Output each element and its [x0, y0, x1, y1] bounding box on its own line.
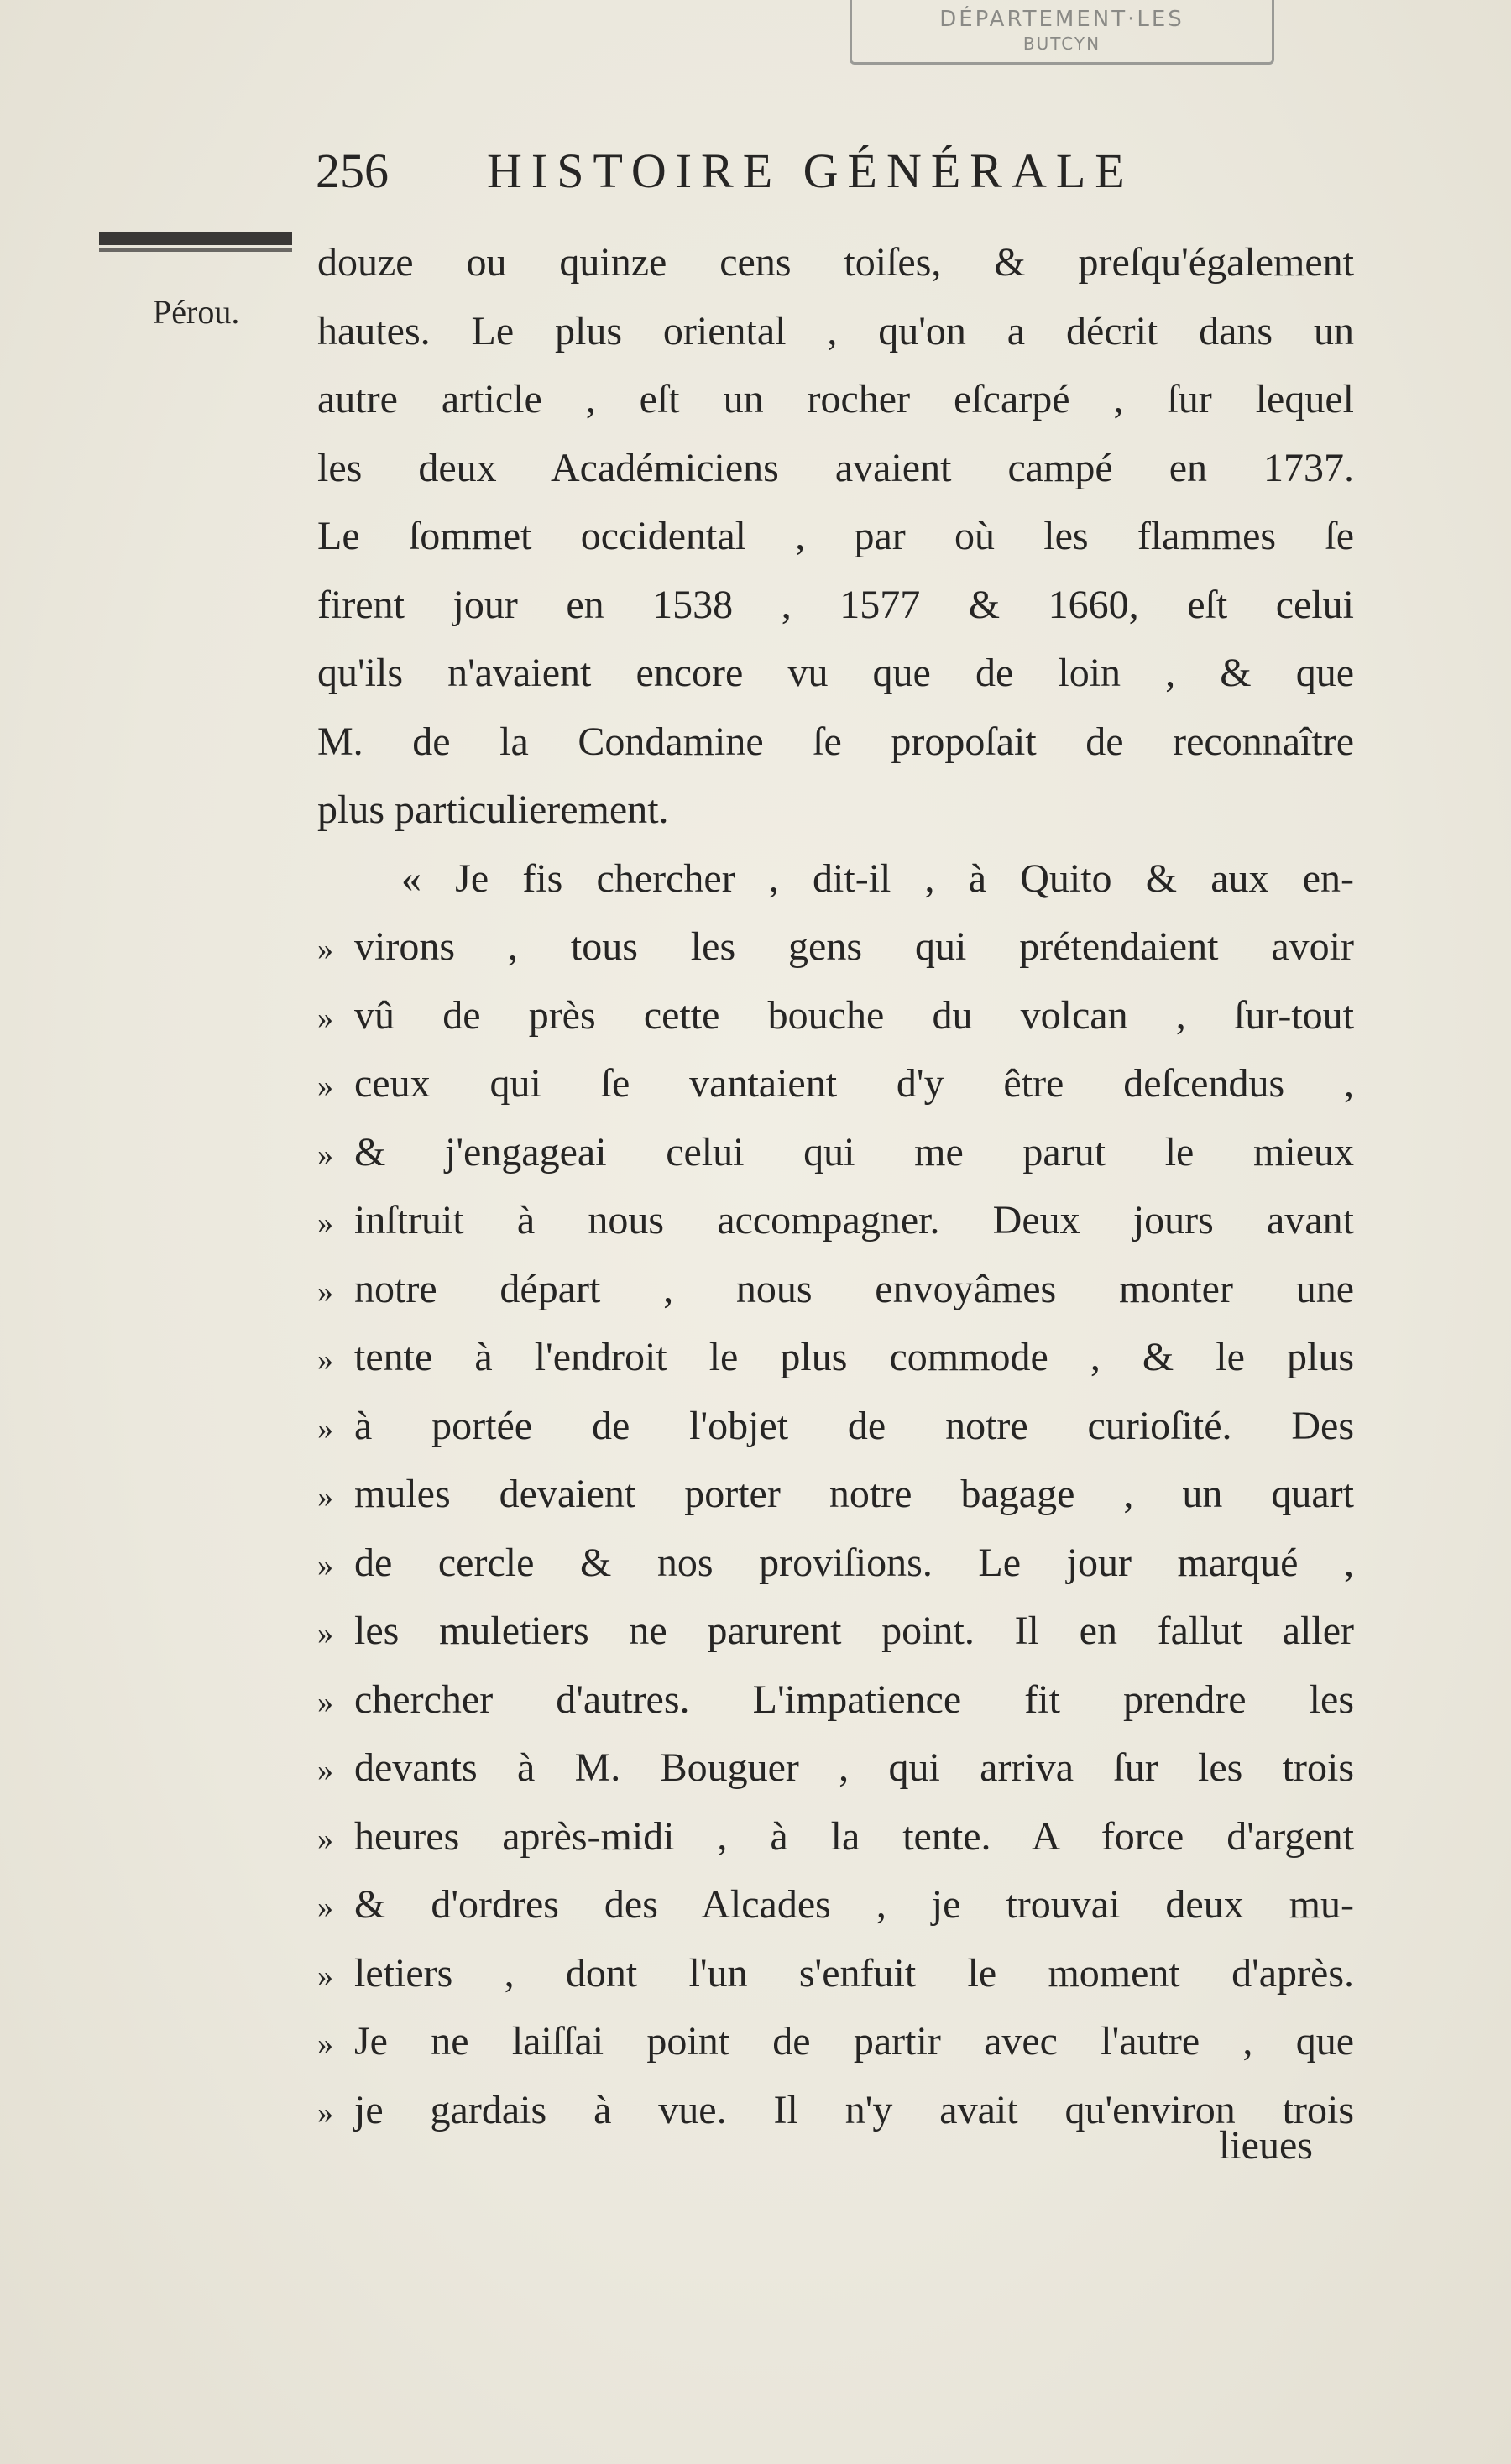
line-text: heures après-midi , à la tente. A force d'argent — [354, 1813, 1354, 1859]
quote-mark: » — [317, 2027, 330, 2062]
text-line — [317, 2007, 1354, 2076]
line-text: Le ſommet occidental , par où les flammes ſe — [317, 514, 1354, 558]
stamp-line-1: DÉPARTEMENT·LES — [939, 7, 1184, 32]
line-text: Je ne laiſſai point de partir avec l'autre , que — [354, 2019, 1354, 2064]
line-text: je gardais à vue. Il n'y avait qu'environ trois — [354, 2087, 1354, 2132]
quote-mark: » — [317, 1958, 330, 1994]
text-line — [317, 1460, 1354, 1529]
quote-mark: » — [317, 1069, 330, 1104]
quote-mark: » — [317, 1821, 330, 1857]
library-stamp — [850, 0, 1274, 65]
text-line — [317, 1802, 1354, 1871]
text-line — [317, 1666, 1354, 1734]
line-text: mules devaient porter notre bagage , un quart — [354, 1472, 1354, 1516]
stamp-line-2: BUTCYN — [1022, 34, 1101, 54]
running-title: HISTOIRE GÉNÉRALE — [487, 144, 1134, 198]
marginal-rule-thin — [99, 248, 292, 252]
quote-mark: » — [317, 1137, 330, 1173]
text-line — [317, 1870, 1354, 1939]
text-line — [317, 1734, 1354, 1802]
line-text: & d'ordres des Alcades , je trouvai deux mu- — [354, 1882, 1354, 1927]
line-text: firent jour en 1538 , 1577 & 1660, eſt celui — [317, 582, 1354, 627]
line-text: chercher d'autres. L'impatience fit prendre les — [354, 1677, 1354, 1722]
body-text — [317, 228, 1354, 2144]
margin-note: Pérou. — [153, 293, 240, 331]
quote-mark: » — [317, 1479, 330, 1514]
text-line — [317, 1186, 1354, 1255]
text-line — [317, 1118, 1354, 1187]
line-text: hautes. Le plus oriental , qu'on a décrit dans un — [317, 308, 1354, 353]
line-text: plus particulierement. — [317, 787, 669, 832]
quote-mark: » — [317, 1410, 330, 1446]
text-line — [317, 1529, 1354, 1598]
quote-mark: » — [317, 932, 330, 967]
line-text: douze ou quinze cens toiſes, & preſqu'également — [317, 240, 1354, 285]
quote-mark: » — [317, 1616, 330, 1651]
line-text: & j'engageai celui qui me parut le mieux — [354, 1129, 1354, 1174]
line-text: vû de près cette bouche du volcan , ſur-tout — [354, 992, 1354, 1038]
line-text: virons , tous les gens qui prétendaient avoir — [354, 924, 1354, 969]
line-text: ceux qui ſe vantaient d'y être deſcendus , — [354, 1061, 1354, 1106]
line-text: « Je fis chercher , dit-il , à Quito & aux en- — [401, 855, 1354, 901]
quote-mark: » — [317, 1274, 330, 1310]
quote-mark: » — [317, 1547, 330, 1583]
text-line — [317, 571, 1354, 640]
line-text: devants à M. Bouguer , qui arriva ſur les trois — [354, 1745, 1354, 1790]
quote-mark: » — [317, 1684, 330, 1720]
line-text: letiers , dont l'un s'enfuit le moment d'après. — [354, 1950, 1354, 1996]
text-line — [317, 228, 1354, 297]
text-line — [317, 365, 1354, 434]
text-line — [317, 1323, 1354, 1392]
text-line — [317, 913, 1354, 981]
text-line — [317, 502, 1354, 571]
text-line — [317, 1597, 1354, 1666]
text-line — [317, 297, 1354, 366]
line-text: tente à l'endroit le plus commode , & le plus — [354, 1335, 1354, 1379]
quote-mark: » — [317, 1342, 330, 1378]
text-line — [317, 708, 1354, 777]
quote-mark: » — [317, 1206, 330, 1241]
text-line — [317, 1939, 1354, 2008]
line-text: les muletiers ne parurent point. Il en fallut aller — [354, 1609, 1354, 1653]
text-line — [317, 1049, 1354, 1118]
line-text: autre article , eſt un rocher eſcarpé , ſur lequel — [317, 377, 1354, 421]
text-line — [317, 776, 1354, 845]
quote-mark: » — [317, 2095, 330, 2131]
text-line — [317, 639, 1354, 708]
line-text: M. de la Condamine ſe propoſait de reconnaître — [317, 719, 1354, 764]
quote-mark: » — [317, 1000, 330, 1036]
page-header — [316, 143, 1231, 201]
quote-mark: » — [317, 1753, 330, 1788]
line-text: de cercle & nos proviſions. Le jour marqué , — [354, 1540, 1354, 1585]
text-line — [317, 1255, 1354, 1324]
line-text: notre départ , nous envoyâmes monter une — [354, 1266, 1354, 1311]
text-line — [317, 1392, 1354, 1461]
line-text: qu'ils n'avaient encore vu que de loin , & que — [317, 651, 1354, 695]
text-line — [317, 434, 1354, 503]
line-text: inſtruit à nous accompagner. Deux jours avant — [354, 1198, 1354, 1242]
line-text: les deux Académiciens avaient campé en 1737. — [317, 445, 1354, 490]
line-text: à portée de l'objet de notre curioſité. Des — [354, 1403, 1354, 1448]
text-line — [317, 981, 1354, 1050]
text-line — [317, 2076, 1354, 2145]
catchword: lieues — [1219, 2123, 1313, 2168]
quote-mark: » — [317, 1890, 330, 1925]
marginal-rule — [99, 232, 292, 245]
text-line — [317, 845, 1354, 913]
page-number: 256 — [316, 144, 389, 198]
